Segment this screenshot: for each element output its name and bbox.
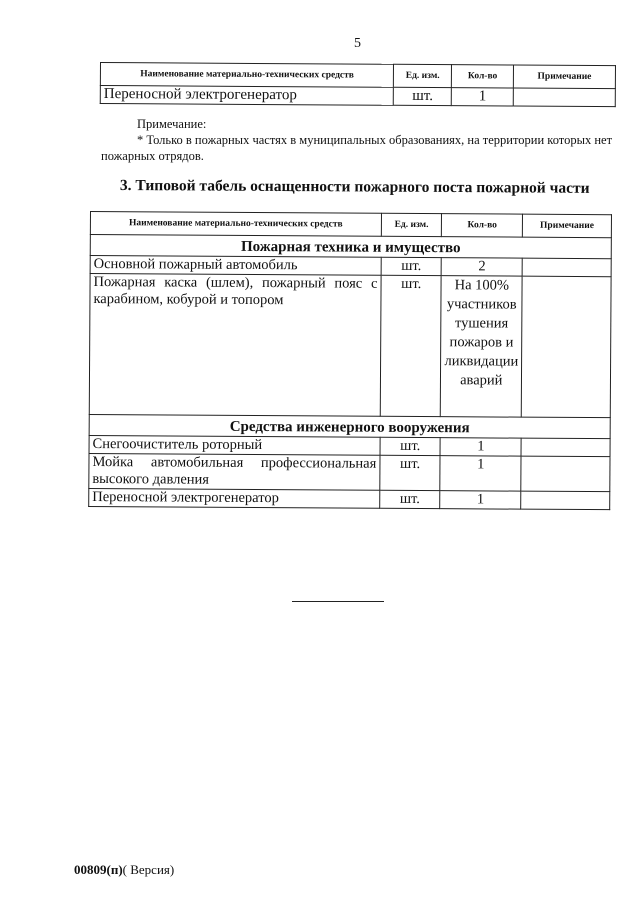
item-name: Основной пожарный автомобиль [90, 256, 381, 276]
item-name: Переносной электрогенератор [89, 488, 380, 508]
table-header-row [90, 212, 611, 238]
item-unit: шт. [380, 455, 441, 490]
item-note [513, 88, 615, 107]
item-unit: шт. [380, 275, 441, 416]
item-note [521, 491, 610, 510]
table-row [100, 86, 615, 107]
version-label: ( Версия) [122, 862, 175, 877]
item-note [521, 456, 610, 492]
table-row [89, 274, 611, 418]
footnote-text: * Только в пожарных частях в муниципальных образованиях, на территории которых нет пожарных отрядов. [101, 133, 613, 163]
item-note [522, 258, 611, 277]
item-name: Снегоочиститель роторный [89, 435, 380, 455]
section-heading: 3. Типовой табель оснащенности пожарного поста пожарной части [119, 177, 590, 197]
group-title: Пожарная техника и имущество [90, 235, 611, 259]
item-qty: 1 [440, 491, 521, 509]
item-unit: шт. [394, 87, 452, 105]
item-unit: шт. [380, 437, 441, 455]
item-name: Мойка автомобильная профессиональная высокого давления [89, 453, 380, 490]
item-qty: 1 [452, 88, 514, 106]
item-qty: На 100% участников тушения пожаров и ликвидации аварий [441, 276, 523, 417]
item-unit: шт. [380, 490, 441, 508]
header-qty: Кол-во [442, 214, 523, 237]
footnote-title: Примечание: [137, 117, 207, 131]
item-qty: 1 [440, 438, 521, 456]
item-note [521, 438, 610, 457]
header-qty: Кол-во [452, 65, 514, 88]
item-note [521, 276, 611, 418]
header-name: Наименование материально-технических средств [100, 63, 394, 88]
equipment-table-continued [100, 62, 616, 107]
document-code: 00809(п) [74, 862, 123, 877]
fire-post-equipment-table [88, 211, 612, 510]
table-row [89, 488, 610, 509]
page-number: 5 [354, 36, 361, 51]
footer [74, 862, 174, 878]
footnote [101, 116, 617, 164]
header-unit: Ед. изм. [381, 213, 442, 236]
header-name: Наименование материально-технических средств [90, 212, 381, 237]
item-qty: 1 [440, 456, 521, 491]
item-qty: 2 [442, 258, 523, 276]
divider-line [292, 601, 384, 602]
table-row [89, 453, 610, 491]
header-unit: Ед. изм. [394, 64, 452, 87]
item-name: Пожарная каска (шлем), пожарный пояс с карабином, кобурой и топором [89, 274, 381, 417]
item-unit: шт. [381, 257, 442, 275]
item-name: Переносной электрогенератор [100, 86, 393, 106]
header-note: Примечание [523, 214, 612, 238]
header-note: Примечание [513, 65, 615, 89]
table-header-row [100, 63, 615, 89]
group-title: Средства инженерного вооружения [89, 414, 610, 438]
